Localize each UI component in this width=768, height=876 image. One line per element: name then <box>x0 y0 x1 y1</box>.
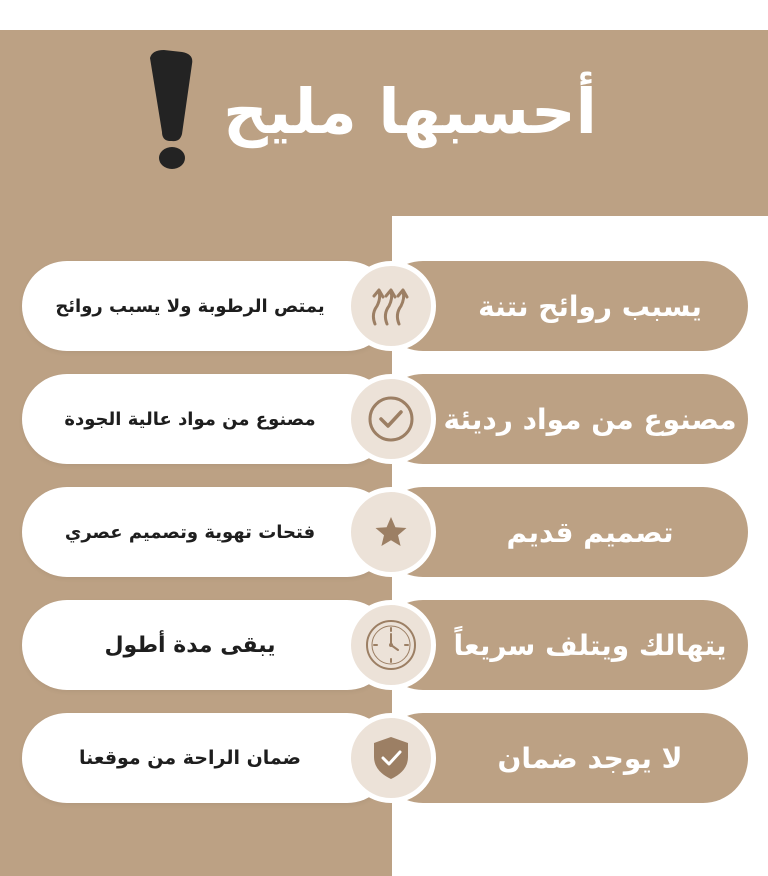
row-badge <box>346 713 436 803</box>
row-badge <box>346 600 436 690</box>
row-badge <box>346 261 436 351</box>
exclamation-icon <box>138 48 208 172</box>
comparison-row <box>22 600 748 690</box>
comparison-row <box>22 487 748 577</box>
star-icon <box>373 514 409 550</box>
comparison-row <box>22 261 748 351</box>
good-feature-text: يبقى مدة أطول <box>104 632 276 658</box>
clock-icon <box>363 617 419 673</box>
comparison-row <box>22 713 748 803</box>
good-feature-text: يمتص الرطوبة ولا يسبب روائح <box>55 295 325 317</box>
row-badge <box>346 374 436 464</box>
bad-feature-text: يسبب روائح نتنة <box>478 289 702 323</box>
ventilation-arrows-icon <box>367 282 415 330</box>
bad-feature-text: مصنوع من مواد رديئة <box>443 402 737 436</box>
comparison-row <box>22 374 748 464</box>
page-title: أحسبها مليح <box>223 74 597 148</box>
good-feature-text: فتحات تهوية وتصميم عصري <box>64 521 316 543</box>
bad-feature-text: لا يوجد ضمان <box>497 741 683 775</box>
bad-feature-text: تصميم قديم <box>506 515 674 549</box>
good-feature-text: مصنوع من مواد عالية الجودة <box>64 408 316 430</box>
shield-check-icon <box>371 735 411 781</box>
good-feature-text: ضمان الراحة من موقعنا <box>78 747 302 769</box>
bad-feature-text: يتهالك ويتلف سريعاً <box>453 628 727 662</box>
check-circle-icon <box>365 393 417 445</box>
row-badge <box>346 487 436 577</box>
